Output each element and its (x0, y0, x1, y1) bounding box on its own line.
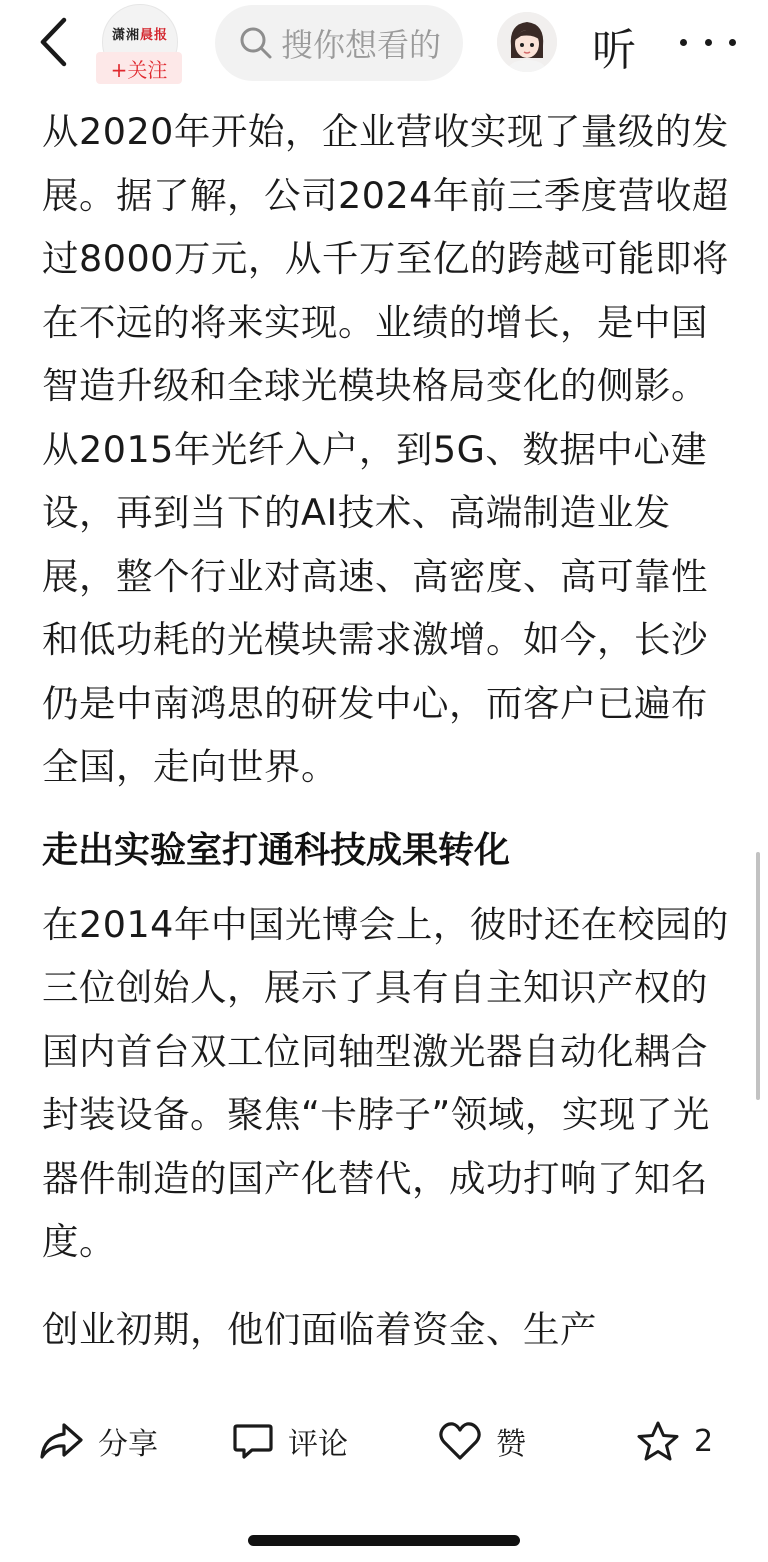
listen-button[interactable]: 听 (592, 25, 636, 76)
comment-button[interactable] (232, 1416, 348, 1466)
scrollbar[interactable] (756, 852, 760, 1100)
bottom-action-bar (0, 1396, 768, 1492)
search-bar[interactable] (215, 5, 463, 81)
share-button[interactable] (38, 1416, 158, 1466)
more-dot-icon (680, 39, 687, 46)
favorite-count: 2 (694, 1423, 714, 1459)
share-label: 分享 (98, 1427, 158, 1462)
more-options-button[interactable] (680, 22, 736, 62)
avatar-illustration (497, 12, 557, 72)
article-body (42, 100, 732, 1394)
like-button[interactable] (438, 1416, 526, 1466)
article-paragraph: 在2014年中国光博会上，彼时还在校园的三位创始人，展示了具有自主知识产权的国内首台双工位同轴型激光器自动化耦合封装设备。聚焦“卡脖子”领域，实现了光器件制造的国产化替代，成功打响了知名度。 (42, 902, 729, 1263)
follow-button[interactable]: +关注 (96, 52, 182, 84)
comment-label: 评论 (288, 1427, 348, 1462)
search-icon (239, 26, 273, 60)
article-paragraph: 从2020年开始，企业营收实现了量级的发展。据了解，公司2024年前三季度营收超过8000万元，从千万至亿的跨越可能即将在不远的将来实现。业绩的增长，是中国智造升级和全球光模块格局变化的侧影。从2015年光纤入户，到5G、数据中心建设，再到当下的AI技术、高端制造业发展，整个行业对高速、高密度、高可靠性和低功耗的光模块需求激增。如今，长沙仍是中南鸿思的研发中心，而客户已遍布全国，走向世界。 (42, 110, 729, 788)
logo-text-left: 潇湘 (111, 27, 140, 43)
more-dot-icon (705, 39, 712, 46)
user-avatar[interactable] (497, 12, 557, 72)
article-paragraph: 创业初期，他们面临着资金、生产 (42, 1307, 597, 1351)
publisher-avatar[interactable] (96, 4, 182, 84)
search-placeholder: 搜你想看的 (281, 26, 442, 64)
more-dot-icon (729, 39, 736, 46)
home-indicator[interactable] (248, 1535, 520, 1546)
chevron-left-icon (38, 16, 68, 68)
heart-icon (438, 1421, 482, 1461)
section-heading: 走出实验室打通科技成果转化 (42, 829, 511, 871)
top-nav-bar (0, 0, 768, 92)
back-button[interactable] (28, 12, 78, 72)
star-icon (636, 1420, 680, 1462)
favorite-button[interactable] (636, 1416, 713, 1466)
logo-text-right: 晨报 (140, 27, 169, 43)
comment-icon (232, 1421, 274, 1461)
like-label: 赞 (496, 1427, 526, 1462)
share-icon (38, 1421, 84, 1461)
